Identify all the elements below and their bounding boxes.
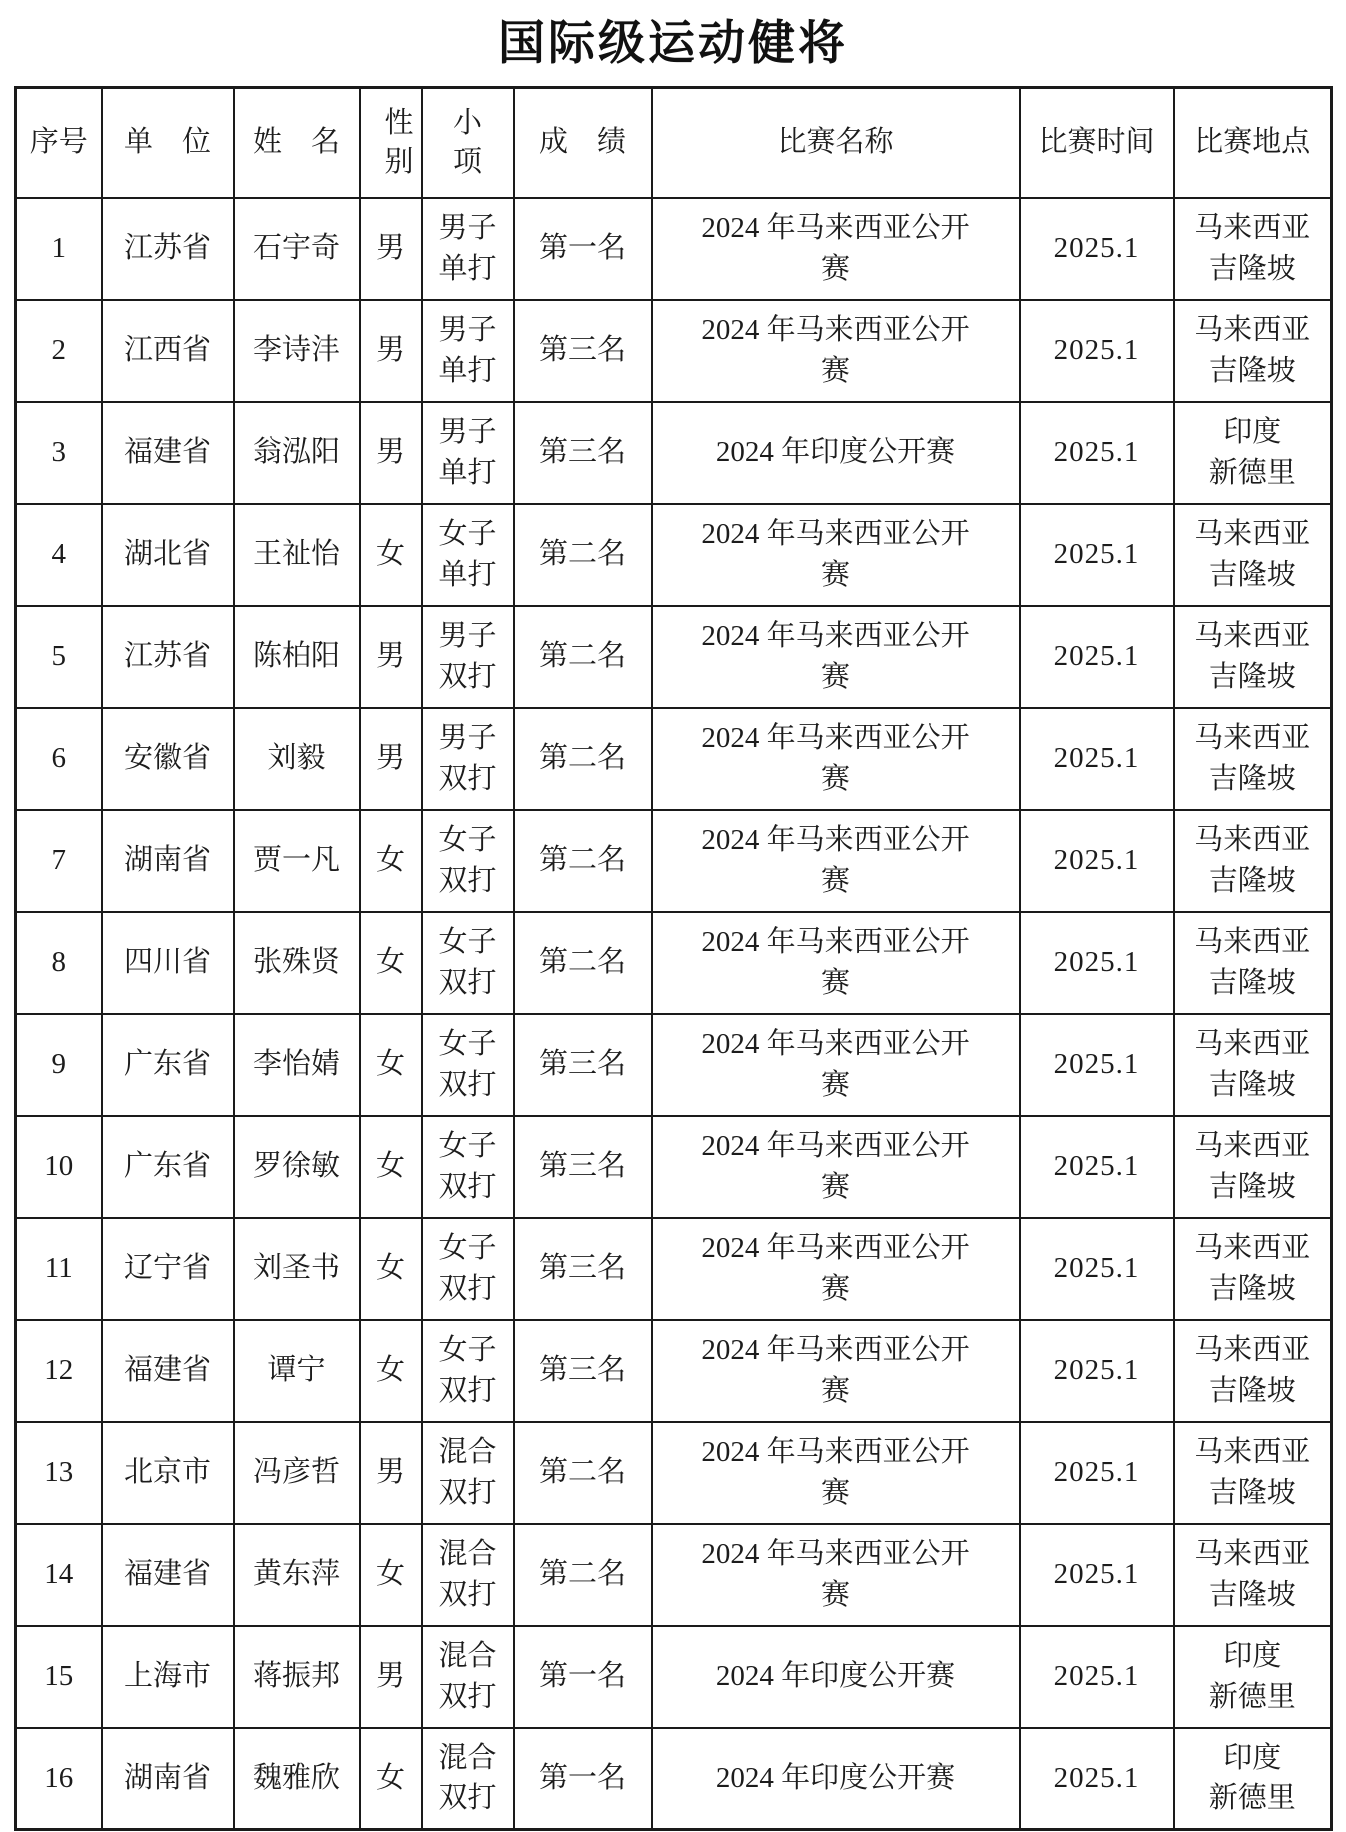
table-body (16, 198, 1332, 1830)
cell-result: 第三名 (514, 1116, 652, 1218)
cell-location: 马来西亚 吉隆坡 (1174, 708, 1332, 810)
cell-gender: 女 (360, 1218, 422, 1320)
cell-location: 马来西亚 吉隆坡 (1174, 300, 1332, 402)
cell-event: 男子单打 (422, 300, 514, 402)
cell-no: 3 (16, 402, 102, 504)
cell-result: 第二名 (514, 504, 652, 606)
cell-time: 2025.1 (1020, 504, 1174, 606)
cell-no: 15 (16, 1626, 102, 1728)
cell-no: 1 (16, 198, 102, 300)
cell-location: 马来西亚 吉隆坡 (1174, 1014, 1332, 1116)
cell-gender: 男 (360, 198, 422, 300)
cell-no: 8 (16, 912, 102, 1014)
cell-location: 马来西亚 吉隆坡 (1174, 912, 1332, 1014)
cell-no: 14 (16, 1524, 102, 1626)
cell-time: 2025.1 (1020, 810, 1174, 912)
cell-competition: 2024 年马来西亚公开赛 (652, 708, 1020, 810)
cell-event: 混合双打 (422, 1422, 514, 1524)
cell-location: 马来西亚 吉隆坡 (1174, 198, 1332, 300)
cell-result: 第二名 (514, 810, 652, 912)
cell-time: 2025.1 (1020, 1116, 1174, 1218)
cell-unit: 福建省 (102, 1320, 234, 1422)
cell-event: 女子双打 (422, 912, 514, 1014)
cell-gender: 男 (360, 1626, 422, 1728)
header-cell: 比赛时间 (1020, 88, 1174, 198)
cell-event: 女子双打 (422, 1014, 514, 1116)
cell-no: 4 (16, 504, 102, 606)
cell-no: 13 (16, 1422, 102, 1524)
cell-event: 女子双打 (422, 1218, 514, 1320)
cell-event: 女子双打 (422, 1116, 514, 1218)
cell-result: 第三名 (514, 1218, 652, 1320)
cell-location: 印度 新德里 (1174, 1626, 1332, 1728)
table-row (16, 1524, 1332, 1626)
cell-no: 11 (16, 1218, 102, 1320)
cell-result: 第二名 (514, 708, 652, 810)
cell-unit: 湖南省 (102, 810, 234, 912)
header-cell: 序号 (16, 88, 102, 198)
cell-name: 石宇奇 (234, 198, 360, 300)
cell-competition: 2024 年马来西亚公开赛 (652, 198, 1020, 300)
header-cell: 单 位 (102, 88, 234, 198)
cell-event: 混合双打 (422, 1626, 514, 1728)
cell-time: 2025.1 (1020, 1728, 1174, 1830)
table-row (16, 1728, 1332, 1830)
cell-event: 男子单打 (422, 402, 514, 504)
table-row (16, 1626, 1332, 1728)
cell-no: 2 (16, 300, 102, 402)
cell-competition: 2024 年马来西亚公开赛 (652, 1524, 1020, 1626)
cell-result: 第三名 (514, 1320, 652, 1422)
cell-location: 马来西亚 吉隆坡 (1174, 1218, 1332, 1320)
cell-location: 马来西亚 吉隆坡 (1174, 504, 1332, 606)
cell-gender: 男 (360, 1422, 422, 1524)
cell-gender: 男 (360, 606, 422, 708)
cell-unit: 湖北省 (102, 504, 234, 606)
cell-time: 2025.1 (1020, 1422, 1174, 1524)
table-row (16, 912, 1332, 1014)
cell-no: 5 (16, 606, 102, 708)
cell-time: 2025.1 (1020, 1626, 1174, 1728)
header-cell: 姓 名 (234, 88, 360, 198)
cell-competition: 2024 年马来西亚公开赛 (652, 504, 1020, 606)
cell-competition: 2024 年马来西亚公开赛 (652, 1218, 1020, 1320)
table-row (16, 504, 1332, 606)
cell-gender: 女 (360, 1116, 422, 1218)
cell-location: 马来西亚 吉隆坡 (1174, 606, 1332, 708)
table-row (16, 1422, 1332, 1524)
table-row (16, 606, 1332, 708)
cell-name: 冯彦哲 (234, 1422, 360, 1524)
cell-name: 罗徐敏 (234, 1116, 360, 1218)
table-row (16, 1218, 1332, 1320)
header-row (16, 88, 1332, 198)
cell-competition: 2024 年马来西亚公开赛 (652, 810, 1020, 912)
cell-unit: 江苏省 (102, 606, 234, 708)
cell-competition: 2024 年马来西亚公开赛 (652, 1320, 1020, 1422)
cell-name: 张殊贤 (234, 912, 360, 1014)
cell-time: 2025.1 (1020, 912, 1174, 1014)
cell-name: 李怡婧 (234, 1014, 360, 1116)
athletes-table (14, 86, 1333, 1831)
cell-gender: 男 (360, 708, 422, 810)
cell-gender: 男 (360, 402, 422, 504)
cell-name: 黄东萍 (234, 1524, 360, 1626)
table-row (16, 198, 1332, 300)
cell-unit: 辽宁省 (102, 1218, 234, 1320)
cell-result: 第一名 (514, 1626, 652, 1728)
cell-unit: 湖南省 (102, 1728, 234, 1830)
cell-unit: 福建省 (102, 402, 234, 504)
cell-result: 第二名 (514, 606, 652, 708)
cell-time: 2025.1 (1020, 606, 1174, 708)
cell-unit: 安徽省 (102, 708, 234, 810)
cell-time: 2025.1 (1020, 198, 1174, 300)
table-row (16, 402, 1332, 504)
cell-event: 男子双打 (422, 606, 514, 708)
page-title: 国际级运动健将 (498, 18, 848, 70)
cell-competition: 2024 年马来西亚公开赛 (652, 606, 1020, 708)
cell-gender: 女 (360, 1014, 422, 1116)
cell-competition: 2024 年马来西亚公开赛 (652, 1116, 1020, 1218)
cell-name: 陈柏阳 (234, 606, 360, 708)
header-cell: 比赛名称 (652, 88, 1020, 198)
cell-unit: 江苏省 (102, 198, 234, 300)
cell-gender: 女 (360, 912, 422, 1014)
cell-result: 第三名 (514, 1014, 652, 1116)
cell-competition: 2024 年马来西亚公开赛 (652, 1014, 1020, 1116)
cell-time: 2025.1 (1020, 708, 1174, 810)
cell-no: 16 (16, 1728, 102, 1830)
cell-event: 女子单打 (422, 504, 514, 606)
cell-gender: 男 (360, 300, 422, 402)
header-cell: 性别 (360, 88, 422, 198)
cell-result: 第三名 (514, 300, 652, 402)
cell-no: 12 (16, 1320, 102, 1422)
cell-no: 9 (16, 1014, 102, 1116)
cell-unit: 广东省 (102, 1116, 234, 1218)
cell-name: 李诗沣 (234, 300, 360, 402)
table-row (16, 708, 1332, 810)
cell-event: 混合双打 (422, 1728, 514, 1830)
cell-result: 第二名 (514, 912, 652, 1014)
cell-location: 马来西亚 吉隆坡 (1174, 1422, 1332, 1524)
cell-location: 马来西亚 吉隆坡 (1174, 1116, 1332, 1218)
cell-competition: 2024 年印度公开赛 (652, 1626, 1020, 1728)
table-row (16, 810, 1332, 912)
cell-name: 贾一凡 (234, 810, 360, 912)
cell-name: 刘毅 (234, 708, 360, 810)
cell-unit: 江西省 (102, 300, 234, 402)
cell-no: 6 (16, 708, 102, 810)
cell-name: 王祉怡 (234, 504, 360, 606)
cell-name: 蒋振邦 (234, 1626, 360, 1728)
cell-time: 2025.1 (1020, 1218, 1174, 1320)
cell-unit: 广东省 (102, 1014, 234, 1116)
header-cell: 比赛地点 (1174, 88, 1332, 198)
cell-competition: 2024 年马来西亚公开赛 (652, 300, 1020, 402)
table-row (16, 1320, 1332, 1422)
cell-name: 谭宁 (234, 1320, 360, 1422)
table-row (16, 1116, 1332, 1218)
table-row (16, 1014, 1332, 1116)
cell-name: 魏雅欣 (234, 1728, 360, 1830)
cell-competition: 2024 年印度公开赛 (652, 402, 1020, 504)
cell-event: 女子双打 (422, 810, 514, 912)
cell-location: 印度 新德里 (1174, 402, 1332, 504)
cell-gender: 女 (360, 1320, 422, 1422)
table-row (16, 300, 1332, 402)
cell-gender: 女 (360, 504, 422, 606)
cell-no: 10 (16, 1116, 102, 1218)
cell-result: 第二名 (514, 1422, 652, 1524)
cell-unit: 上海市 (102, 1626, 234, 1728)
cell-time: 2025.1 (1020, 300, 1174, 402)
table-header (16, 88, 1332, 198)
cell-name: 翁泓阳 (234, 402, 360, 504)
cell-time: 2025.1 (1020, 1320, 1174, 1422)
cell-result: 第一名 (514, 198, 652, 300)
cell-event: 男子双打 (422, 708, 514, 810)
cell-time: 2025.1 (1020, 1014, 1174, 1116)
cell-unit: 北京市 (102, 1422, 234, 1524)
cell-time: 2025.1 (1020, 402, 1174, 504)
cell-name: 刘圣书 (234, 1218, 360, 1320)
cell-location: 马来西亚 吉隆坡 (1174, 1320, 1332, 1422)
cell-event: 女子双打 (422, 1320, 514, 1422)
cell-result: 第三名 (514, 402, 652, 504)
cell-gender: 女 (360, 1728, 422, 1830)
cell-unit: 福建省 (102, 1524, 234, 1626)
cell-competition: 2024 年马来西亚公开赛 (652, 1422, 1020, 1524)
cell-gender: 女 (360, 810, 422, 912)
cell-no: 7 (16, 810, 102, 912)
cell-location: 马来西亚 吉隆坡 (1174, 1524, 1332, 1626)
cell-competition: 2024 年马来西亚公开赛 (652, 912, 1020, 1014)
cell-location: 印度 新德里 (1174, 1728, 1332, 1830)
cell-result: 第一名 (514, 1728, 652, 1830)
cell-event: 男子单打 (422, 198, 514, 300)
cell-time: 2025.1 (1020, 1524, 1174, 1626)
header-cell: 小项 (422, 88, 514, 198)
header-cell: 成 绩 (514, 88, 652, 198)
cell-gender: 女 (360, 1524, 422, 1626)
cell-location: 马来西亚 吉隆坡 (1174, 810, 1332, 912)
cell-result: 第二名 (514, 1524, 652, 1626)
cell-unit: 四川省 (102, 912, 234, 1014)
cell-event: 混合双打 (422, 1524, 514, 1626)
cell-competition: 2024 年印度公开赛 (652, 1728, 1020, 1830)
